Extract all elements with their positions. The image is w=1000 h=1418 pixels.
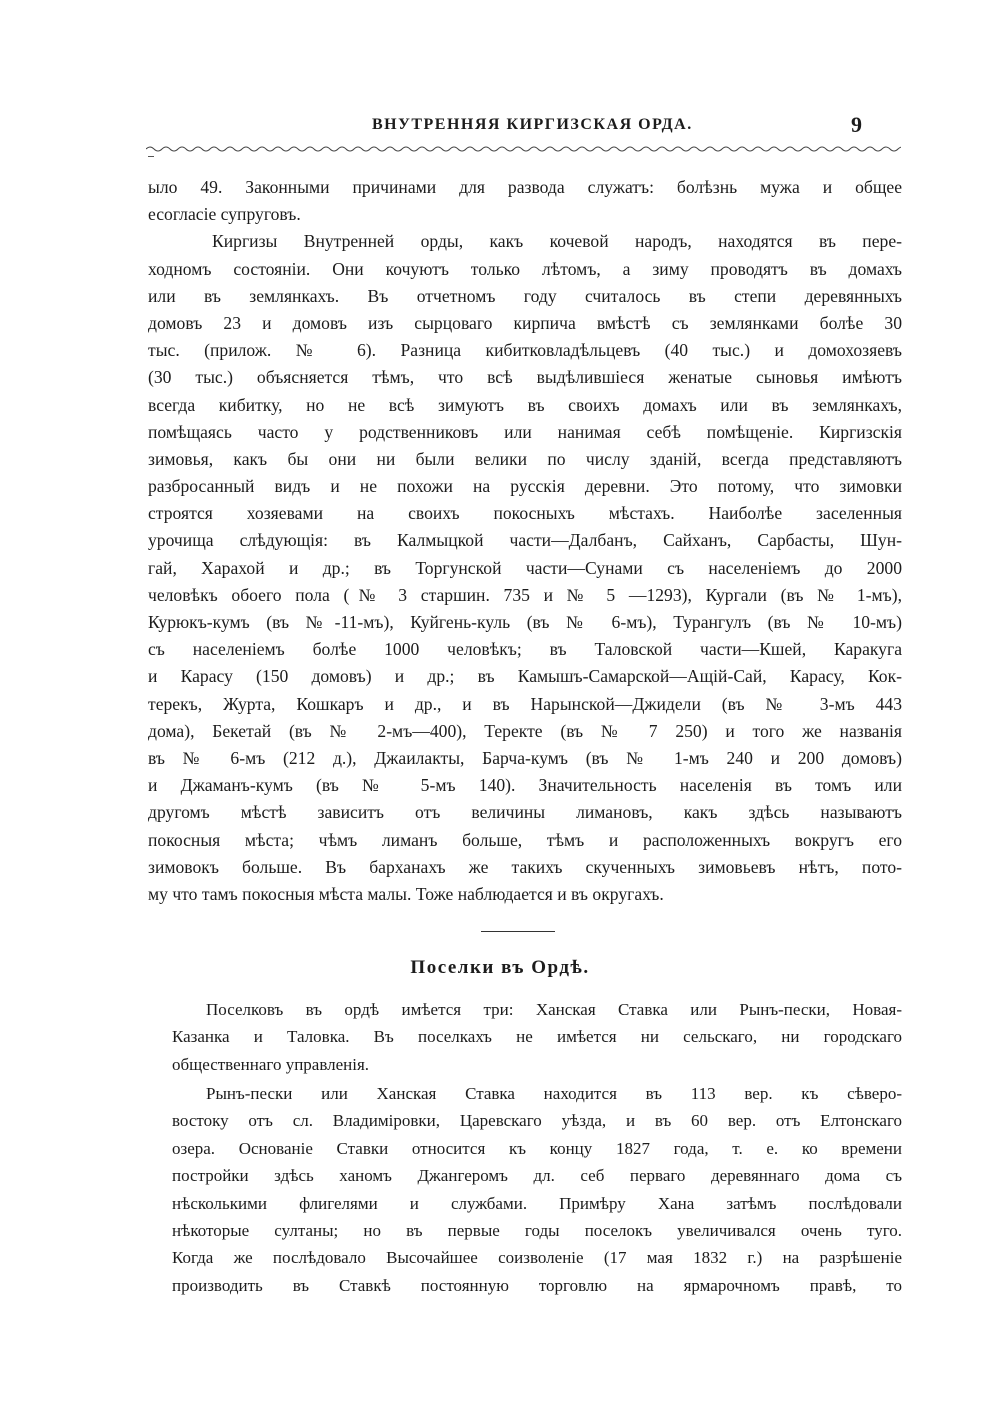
text-line: помѣщаясь часто у родственниковъ или нанимая себѣ помѣщеніе. Киргизскія	[148, 421, 902, 442]
text-line: Киргизы Внутренней орды, какъ кочевой народъ, находятся въ пере-	[212, 231, 902, 252]
text-line: общественнаго управленія.	[172, 1054, 370, 1074]
text-line: гай, Харахой и др.; въ Торгунской части—Сунами съ населеніемъ до 2000	[148, 557, 902, 578]
text-line: человѣкъ обоего пола (№ 3 старшин. 735 и № 5 —1293), Кургали (въ № 1-мъ),	[148, 584, 902, 605]
text-line: тыс. (прилож. № 6). Разница кибитковладѣльцевъ (40 тыс.) и домохозяевъ	[148, 340, 902, 361]
text-line: дома), Бекетай (въ № 2-мъ—400), Теректе (въ № 7 250) и того же названія	[148, 720, 902, 741]
text-line: Рынъ-пески или Ханская Ставка находится въ 113 вер. къ сѣверо-	[206, 1084, 902, 1103]
text-line: производить въ Ставкѣ постоянную торговлю на ярмарочномъ правѣ, то	[172, 1275, 902, 1295]
section-heading: Поселки въ Ордѣ.	[410, 957, 590, 978]
text-line: постройки здѣсь ханомъ Джангеромъ дл. себ перваго деревяннаго дома съ	[172, 1166, 902, 1186]
section-paragraph-2	[172, 1080, 902, 1299]
text-line: Курюкъ-кумъ (въ №-11-мъ), Куйгень-куль (въ № 6-мъ), Турангулъ (въ № 10-мъ)	[148, 612, 902, 632]
margin-dash	[148, 156, 154, 157]
text-line: или въ землянкахъ. Въ отчетномъ году считалось въ степи деревянныхъ	[148, 285, 902, 306]
main-text-block	[148, 174, 902, 908]
text-line: востоку отъ сл. Владиміровки, Царевскаго уѣзда, и въ 60 вер. отъ Елтонскаго	[172, 1111, 902, 1131]
text-line: ыло 49. Законными причинами для развода служатъ: болѣзнь мужа и общее	[148, 177, 902, 197]
text-line: разбросанный видъ и не похожи на русскія деревни. Это потому, что зимовки	[148, 476, 902, 497]
text-line: есогласіе супруговъ.	[148, 204, 301, 225]
section-separator	[481, 931, 555, 934]
text-line: нѣсколькими флигелями и службами. Примѣру Хана затѣмъ послѣдовали	[172, 1193, 902, 1213]
text-line: зимовья, какъ бы они ни были велики по числу зданій, всегда представляютъ	[148, 448, 902, 469]
text-line: въ № 6-мъ (212 д.), Джаилакты, Барча-кумъ (въ № 1-мъ 240 и 200 домовъ)	[148, 747, 902, 768]
text-line: урочища слѣдующія: въ Калмыцкой части—Далбанъ, Сайханъ, Сарбасты, Шун-	[148, 530, 902, 551]
text-line: покосныя мѣста; чѣмъ лиманъ больше, тѣмъ и расположенныхъ вокругъ его	[148, 829, 902, 850]
wavy-divider-rule	[146, 143, 901, 155]
text-line: домовъ 23 и домовъ изъ сырцоваго кирпича вмѣстѣ съ землянками болѣе 30	[148, 312, 902, 333]
text-line: Поселковъ въ ордѣ имѣется три: Ханская Ставка или Рынъ-пески, Новая-	[206, 1000, 902, 1019]
section-paragraph-1	[172, 996, 902, 1078]
text-line: озера. Основаніе Ставки относится къ концу 1827 года, т. е. ко времени	[172, 1138, 902, 1158]
text-line: му что тамъ покосныя мѣста малы. Тоже наблюдается и въ округахъ.	[148, 883, 664, 904]
page-number: 9	[851, 112, 862, 137]
text-line: строятся хозяевами на своихъ покосныхъ мѣстахъ. Наиболѣе заселенныя	[148, 503, 902, 524]
text-line: Когда же послѣдовало Высочайшее соизволеніе (17 мая 1832 г.) на разрѣшеніе	[172, 1248, 902, 1268]
text-line: ходномъ состояніи. Они кочуютъ только лѣтомъ, а зиму проводятъ въ домахъ	[148, 258, 902, 279]
text-line: терекъ, Журта, Кошкаръ и др., и въ Нарынской—Джидели (въ № 3-мъ 443	[148, 693, 902, 714]
text-line: зимовокъ больше. Въ барханахъ же такихъ скученныхъ зимовьевъ нѣтъ, пото-	[148, 856, 902, 877]
text-line: Казанка и Таловка. Въ поселкахъ не имѣется ни сельскаго, ни городскаго	[172, 1027, 902, 1047]
text-line: всегда кибитку, но не всѣ зимуютъ въ своихъ домахъ или въ землянкахъ,	[148, 394, 902, 415]
text-line: (30 тыс.) объясняется тѣмъ, что всѣ выдѣлившіеся женатые сыновья имѣютъ	[148, 367, 902, 388]
text-line: съ населеніемъ болѣе 1000 человѣкъ; въ Таловской части—Кшей, Каракуга	[148, 639, 902, 660]
text-line: другомъ мѣстѣ зависитъ отъ величины лимановъ, какъ здѣсь называютъ	[148, 802, 902, 823]
text-line: и Карасу (150 домовъ) и др.; въ Камышъ-Самарской—Ащій-Сай, Карасу, Кок-	[148, 666, 902, 687]
text-line: и Джаманъ-кумъ (въ № 5-мъ 140). Значительность населенія въ томъ или	[148, 775, 902, 796]
text-line: нѣкоторые султаны; но въ первые годы поселокъ увеличивался очень туго.	[172, 1220, 902, 1240]
running-header: ВНУТРЕННЯЯ КИРГИЗСКАЯ ОРДА.	[372, 116, 693, 133]
